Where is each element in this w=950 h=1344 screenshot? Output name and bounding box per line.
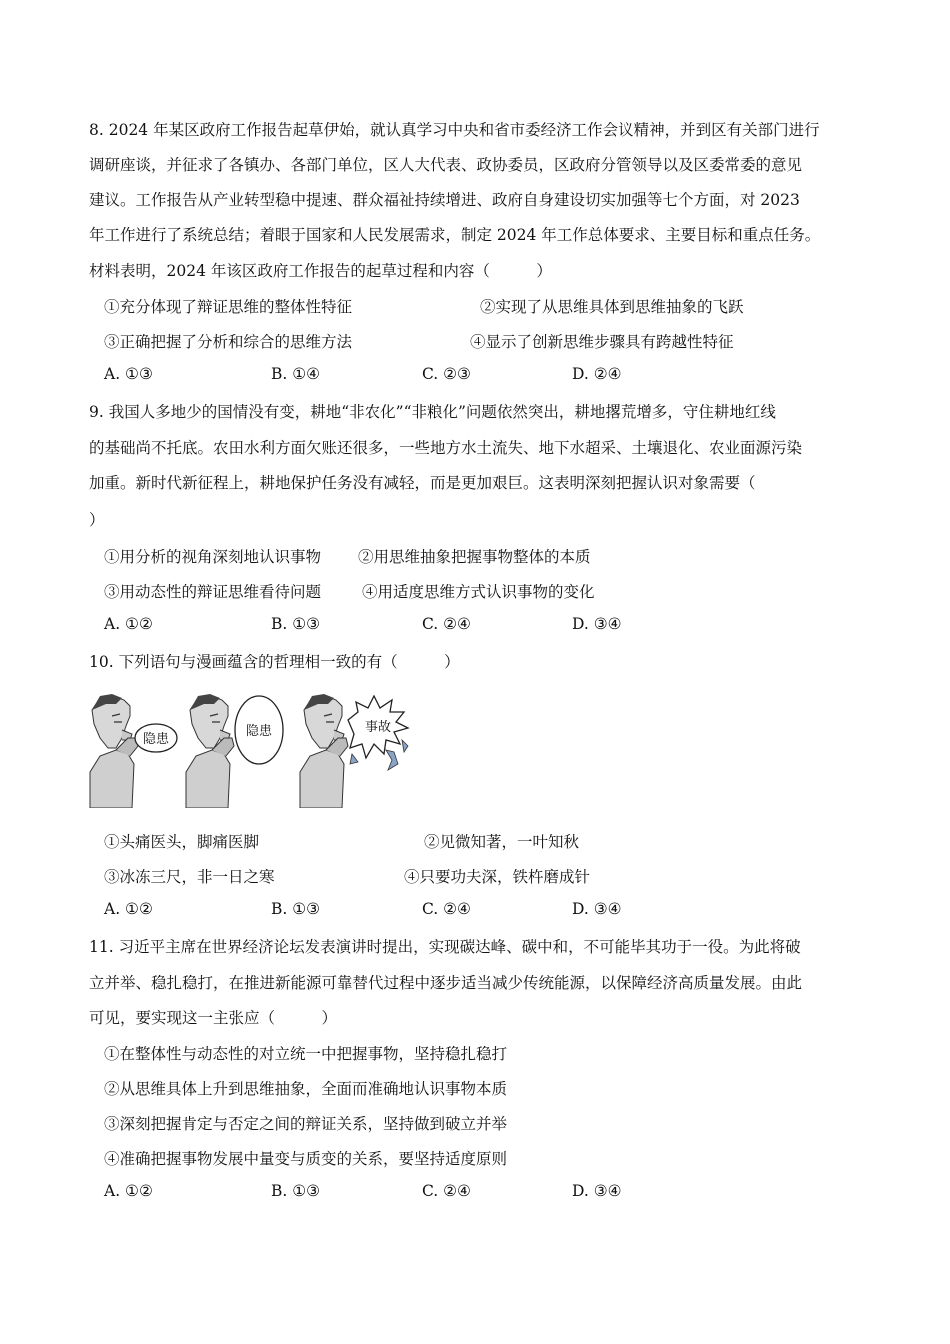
question-9-choice-d[interactable]: D. ③④	[572, 615, 622, 633]
question-10-statement-2: ②见微知著，一叶知秋	[424, 833, 580, 851]
question-9-choice-b[interactable]: B. ①③	[271, 615, 321, 633]
question-9-statement-2: ②用思维抽象把握事物整体的本质	[358, 548, 591, 566]
question-9-choice-a[interactable]: A. ①②	[104, 615, 153, 633]
question-8-line-4: 年工作进行了系统总结；着眼于国家和人民发展需求，制定 2024 年工作总体要求、主要目标和重点任务。	[89, 226, 821, 244]
question-10-line-1: 10. 下列语句与漫画蕴含的哲理相一致的有（ ）	[89, 653, 460, 671]
question-11-line-3: 可见，要实现这一主张应（ ）	[89, 1009, 338, 1027]
question-8-line-1: 8. 2024 年某区政府工作报告起草伊始，就认真学习中央和省市委经济工作会议精神，并到区有关部门进行	[89, 121, 820, 139]
cartoon-bubble-1: 隐患	[142, 732, 170, 747]
question-10-statement-3: ③冰冻三尺，非一日之寒	[104, 868, 275, 886]
question-9-statement-3: ③用动态性的辩证思维看待问题	[104, 583, 322, 601]
question-11-line-2: 立并举、稳扎稳打，在推进新能源可靠替代过程中逐步适当减少传统能源，以保障经济高质量发展。由此	[89, 974, 803, 992]
question-8-line-3: 建议。工作报告从产业转型稳中提速、群众福祉持续增进、政府自身建设切实加强等七个方面，对 2023	[89, 191, 800, 209]
question-8-choice-a[interactable]: A. ①③	[104, 365, 153, 383]
question-9-line-1: 9. 我国人多地少的国情没有变，耕地“非农化”“非粮化”问题依然突出，耕地撂荒增多，守住耕地红线	[89, 403, 776, 421]
question-10-choice-a[interactable]: A. ①②	[104, 900, 153, 918]
question-11-statement-2: ②从思维具体上升到思维抽象，全面而准确地认识事物本质	[104, 1080, 508, 1098]
cartoon-bubble-2: 隐患	[245, 724, 273, 739]
cartoon-bubble-3: 事故	[364, 720, 392, 735]
question-11-statement-4: ④准确把握事物发展中量变与质变的关系，要坚持适度原则	[104, 1150, 508, 1168]
cartoon-panel-1	[90, 694, 177, 808]
question-9-statement-1: ①用分析的视角深刻地认识事物	[104, 548, 322, 566]
cartoon-panel-3	[300, 694, 408, 808]
cartoon-panel-2	[186, 694, 283, 808]
question-10-choice-b[interactable]: B. ①③	[271, 900, 321, 918]
question-8-line-2: 调研座谈，并征求了各镇办、各部门单位，区人大代表、政协委员，区政府分管领导以及区委常委的意见	[89, 156, 803, 174]
question-9-line-2: 的基础尚不托底。农田水利方面欠账还很多，一些地方水土流失、地下水超采、土壤退化、农业面源污染	[89, 439, 803, 457]
question-10-statement-1: ①头痛医头，脚痛医脚	[104, 833, 260, 851]
question-8-statement-2: ②实现了从思维具体到思维抽象的飞跃	[480, 298, 744, 316]
question-8-choice-c[interactable]: C. ②③	[422, 365, 471, 383]
question-9-line-4: ）	[89, 511, 105, 529]
question-10-choice-c[interactable]: C. ②④	[422, 900, 471, 918]
question-8-line-5: 材料表明，2024 年该区政府工作报告的起草过程和内容（ ）	[89, 262, 552, 280]
question-11-statement-1: ①在整体性与动态性的对立统一中把握事物，坚持稳扎稳打	[104, 1045, 508, 1063]
question-9-line-3: 加重。新时代新征程上，耕地保护任务没有减轻，而是更加艰巨。这表明深刻把握认识对象需要（	[89, 474, 756, 492]
question-8-choice-b[interactable]: B. ①④	[271, 365, 321, 383]
question-10-choice-d[interactable]: D. ③④	[572, 900, 622, 918]
question-11-statement-3: ③深刻把握肯定与否定之间的辩证关系，坚持做到破立并举	[104, 1115, 508, 1133]
question-8-statement-3: ③正确把握了分析和综合的思维方法	[104, 333, 353, 351]
question-11-choice-a[interactable]: A. ①②	[104, 1182, 153, 1200]
question-9-statement-4: ④用适度思维方式认识事物的变化	[362, 583, 595, 601]
question-8-choice-d[interactable]: D. ②④	[572, 365, 622, 383]
question-9-choice-c[interactable]: C. ②④	[422, 615, 471, 633]
question-8-statement-1: ①充分体现了辩证思维的整体性特征	[104, 298, 353, 316]
question-11-choice-d[interactable]: D. ③④	[572, 1182, 622, 1200]
question-11-line-1: 11. 习近平主席在世界经济论坛发表演讲时提出，实现碳达峰、碳中和，不可能毕其功于一役。为此将破	[89, 938, 801, 956]
question-11-choice-c[interactable]: C. ②④	[422, 1182, 471, 1200]
question-8-statement-4: ④显示了创新思维步骤具有跨越性特征	[470, 333, 734, 351]
hidden-danger-cartoon	[86, 690, 416, 808]
question-10-statement-4: ④只要功夫深，铁杵磨成针	[404, 868, 591, 886]
question-11-choice-b[interactable]: B. ①③	[271, 1182, 321, 1200]
